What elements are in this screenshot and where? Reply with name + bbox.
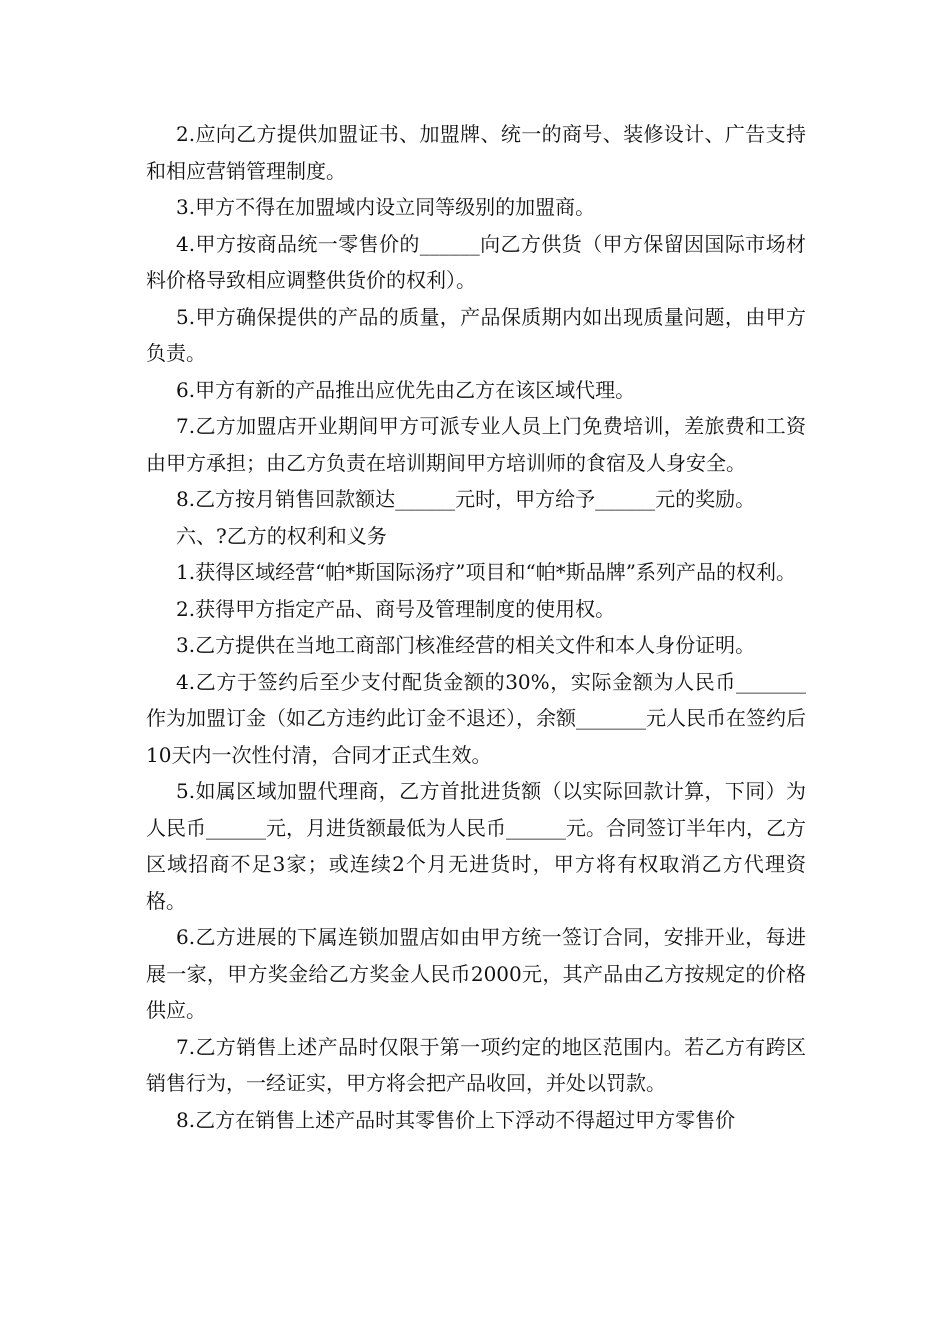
clause-paragraph: 7.乙方销售上述产品时仅限于第一项约定的地区范围内。若乙方有跨区销售行为，一经证实，甲方将会把产品收回，并处以罚款。 (146, 1034, 806, 1095)
clause-paragraph: 4.甲方按商品统一零售价的______向乙方供货（甲方保留因国际市场材料价格导致相应调整供货价的权利）。 (146, 231, 806, 292)
clause-paragraph: 7.乙方加盟店开业期间甲方可派专业人员上门免费培训，差旅费和工资由甲方承担；由乙方负责在培训期间甲方培训师的食宿及人身安全。 (146, 414, 806, 475)
clause-paragraph: 1.获得区域经营“帕*斯国际汤疗”项目和“帕*斯品牌”系列产品的权利。 (176, 560, 796, 584)
clause-paragraph: 3.乙方提供在当地工商部门核准经营的相关文件和本人身份证明。 (176, 633, 756, 657)
clause-paragraph: 4.乙方于签约后至少支付配货金额的30%，实际金额为人民币_______作为加盟订金（如乙方违约此订金不退还），余额_______元人民币在签约后10天内一次性付清，合同才正式生效。 (146, 669, 806, 767)
clause-paragraph: 8.乙方在销售上述产品时其零售价上下浮动不得超过甲方零售价 (176, 1107, 736, 1132)
clause-paragraph: 2.获得甲方指定产品、商号及管理制度的使用权。 (176, 596, 616, 621)
clause-paragraph: 5.甲方确保提供的产品的质量，产品保质期内如出现质量问题，由甲方负责。 (146, 304, 806, 365)
clause-paragraph: 8.乙方按月销售回款额达______元时，甲方给予______元的奖励。 (176, 487, 756, 511)
clause-paragraph: 2.应向乙方提供加盟证书、加盟牌、统一的商号、装修设计、广告支持和相应营销管理制度。 (146, 122, 806, 183)
clause-paragraph: 6.乙方进展的下属连锁加盟店如由甲方统一签订合同，安排开业，每进展一家，甲方奖金给乙方奖金人民币2000元，其产品由乙方按规定的价格供应。 (146, 925, 806, 1022)
contract-text (146, 116, 806, 1138)
section-heading: 六、?乙方的权利和义务 (176, 523, 387, 548)
clause-paragraph: 3.甲方不得在加盟域内设立同等级别的加盟商。 (176, 195, 596, 219)
clause-paragraph: 6.甲方有新的产品推出应优先由乙方在该区域代理。 (176, 377, 636, 402)
clause-paragraph: 5.如属区域加盟代理商，乙方首批进货额（以实际回款计算，下同）为人民币______元，月进货额最低为人民币______元。合同签订半年内，乙方区域招商不足3家；或连续2个月无进货时，甲方将有权取消乙方代理资格。 (146, 779, 806, 913)
